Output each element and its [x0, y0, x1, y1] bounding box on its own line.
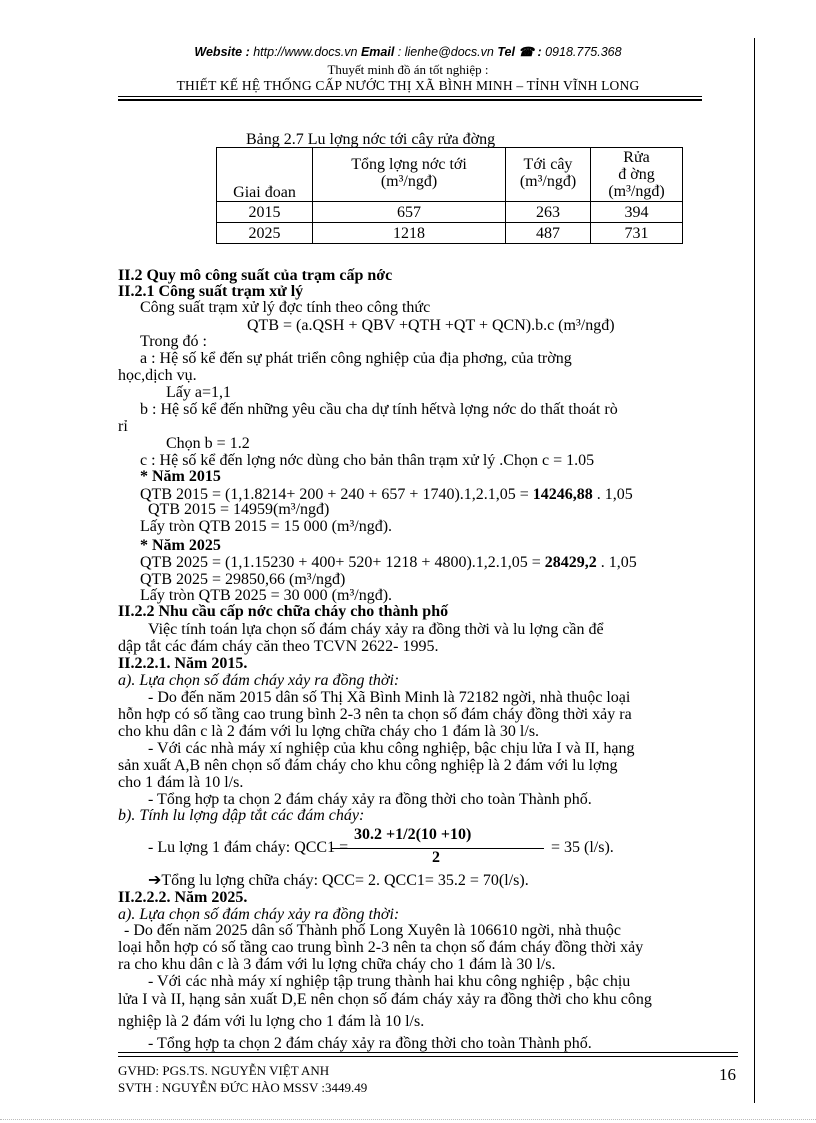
table-cell: 394: [591, 202, 683, 223]
text-line: dập tắt các đám cháy căn theo TCVN 2622- 1995.: [118, 638, 439, 655]
equation: QTB 2025 = 29850,66 (m³/ngđ): [140, 571, 346, 588]
section-heading: II.2.2.2. Năm 2025.: [118, 889, 248, 906]
text-line: Trong đó :: [140, 333, 207, 350]
website-url[interactable]: http://www.docs.vn: [253, 45, 358, 59]
text-line: - Tổng hợp ta chọn 2 đám cháy xảy ra đồng thời cho toàn Thành phố.: [148, 1035, 592, 1052]
text-line: cho 1 đám là 10 l/s.: [118, 774, 244, 791]
equation: Lấy tròn QTB 2025 = 30 000 (m³/ngđ).: [140, 587, 393, 604]
col-header-total: Tổng lợng nớc tới (m³/ngđ): [313, 148, 506, 202]
footer-student: SVTH : NGUYỄN ĐỨC HÀO MSSV :3449.49: [118, 1080, 368, 1095]
table-cell: 263: [506, 202, 591, 223]
col-header-period: Giai đoan: [217, 148, 313, 202]
subheading: a). Lựa chọn số đám cháy xảy ra đồng thời:: [118, 906, 400, 923]
table-row: [217, 202, 683, 223]
email-value[interactable]: : lienhe@docs.vn: [397, 45, 494, 59]
tel-value: 0918.775.368: [545, 45, 622, 59]
fraction-numerator: 30.2 +1/2(10 +10): [354, 826, 472, 843]
equation: QTB 2015 = (1,1.8214+ 200 + 240 + 657 + 1740).1,2.1,05 = 14246,88 . 1,05: [140, 486, 633, 503]
website-bar: [0, 44, 816, 59]
footer-advisor: GVHD: PGS.TS. NGUYỄN VIỆT ANH: [118, 1063, 330, 1078]
text-line: - Do đến năm 2025 dân số Thành phố Long Xuyên là 106610 ngời, nhà thuộc: [124, 922, 621, 939]
arrow-icon: ➔: [148, 872, 162, 889]
subheading: a). Lựa chọn số đám cháy xảy ra đồng thời:: [118, 672, 400, 689]
page-border: [754, 38, 755, 1103]
table-header-row: [217, 148, 683, 202]
text-line: Việc tính toán lựa chọn số đám cháy xảy ra đồng thời và lu lợng cần để: [148, 621, 604, 638]
formula-capacity: QTB = (a.QSH + QBV +QTH +QT + QCN).b.c (m³/ngđ): [247, 317, 615, 334]
header-line1: Thuyết minh đồ án tốt nghiệp :: [327, 62, 489, 77]
text-line: loại hỗn hợp có số tầng cao trung bình 2-3 nên ta chọn số đám cháy đồng thời xảy: [118, 939, 644, 956]
flow-formula-label: - Lu lợng 1 đám cháy: QCC1 =: [148, 839, 349, 856]
flow-result: = 35 (l/s).: [551, 839, 614, 856]
text-line: nghiệp là 2 đám với lu lợng cho 1 đám là 10 l/s.: [118, 1013, 425, 1030]
equation: QTB 2025 = (1,1.15230 + 400+ 520+ 1218 + 4800).1,2.1,05 = 28429,2 . 1,05: [140, 554, 637, 571]
section-heading: II.2 Quy mô công suất của trạm cấp nớc: [118, 267, 393, 284]
page-edge: [0, 1119, 816, 1120]
table-cell: 731: [591, 223, 683, 244]
subheading: b). Tính lu lợng dập tắt các đám cháy:: [118, 807, 365, 824]
tel-label: Tel ☎ :: [497, 45, 542, 59]
text-line: sản xuất A,B nên chọn số đám cháy cho khu công nghiệp là 2 đám với lu lợng: [118, 757, 618, 774]
text-line: lửa I và II, hạng sản xuất D,E nên chọn số đám cháy xảy ra đồng thời cho khu công: [118, 991, 652, 1008]
fraction-denominator: 2: [432, 849, 440, 866]
text-line: - Với các nhà máy xí nghiệp của khu công nghiệp, bậc chịu lửa I và II, hạng: [148, 740, 635, 757]
text-line: - Do đến năm 2015 dân số Thị Xã Bình Minh là 72182 ngời, nhà thuộc loại: [148, 689, 631, 706]
table-cell: 2025: [217, 223, 313, 244]
water-table: [216, 147, 683, 244]
col-header-trees: Tới cây (m³/ngđ): [506, 148, 591, 202]
year-heading: * Năm 2015: [140, 468, 221, 485]
header-rule: [118, 96, 702, 97]
table-row: [217, 223, 683, 244]
footer-rule: [118, 1052, 738, 1053]
footer-rule-thin: [118, 1056, 738, 1057]
table-caption: Bảng 2.7 Lu lợng nớc tới cây rửa đờng: [246, 131, 496, 148]
year-heading: * Năm 2025: [140, 537, 221, 554]
text-line: - Với các nhà máy xí nghiệp tập trung thành hai khu công nghiệp , bậc chịu: [148, 973, 631, 990]
text-line: - Tổng hợp ta chọn 2 đám cháy xảy ra đồng thời cho toàn Thành phố.: [148, 791, 592, 808]
text-line: hỗn hợp có số tầng cao trung bình 2-3 nên ta chọn số đám cháy đồng thời xảy ra: [118, 706, 632, 723]
text-line: Chọn b = 1.2: [166, 435, 250, 452]
col-header-street: Rửa đ ờng (m³/ngđ): [591, 148, 683, 202]
text-line: ra cho khu dân c là 3 đám với lu lợng chữa cháy cho 1 đám là 30 l/s.: [118, 956, 556, 973]
text-line: học,dịch vụ.: [118, 367, 197, 384]
text-line: a : Hệ số kể đến sự phát triển công nghiệp của địa phơng, của trờng: [140, 350, 572, 367]
text-line: b : Hệ số kể đến những yêu cầu cha dự tính hếtvà lợng nớc do thất thoát rò: [140, 401, 618, 418]
email-label: Email: [360, 45, 395, 59]
text-line: cho khu dân c là 2 đám với lu lợng chữa cháy cho 1 đám là 30 l/s.: [118, 723, 540, 740]
equation: QTB 2015 = 14959(m³/ngđ): [148, 501, 330, 518]
website-label: Website :: [194, 45, 250, 59]
section-heading: II.2.2.1. Năm 2015.: [118, 655, 248, 672]
header-title: THIẾT KẾ HỆ THỐNG CẤP NƯỚC THỊ XÃ BÌNH MINH – TỈNH VĨNH LONG: [176, 78, 640, 93]
table-cell: 1218: [313, 223, 506, 244]
text-line: Lấy a=1,1: [166, 384, 231, 401]
page-number: 16: [719, 1065, 736, 1084]
equation: Lấy tròn QTB 2015 = 15 000 (m³/ngđ).: [140, 518, 393, 535]
total-flow: ➔Tổng lu lợng chữa cháy: QCC= 2. QCC1= 35.2 = 70(l/s).: [148, 872, 529, 889]
text-line: c : Hệ số kể đến lợng nớc dùng cho bản thân trạm xử lý .Chọn c = 1.05: [140, 452, 595, 469]
text-line: rỉ: [118, 418, 128, 435]
section-heading: II.2.1 Công suất trạm xử lý: [118, 283, 304, 300]
table-cell: 487: [506, 223, 591, 244]
header-rule-thick: [118, 99, 702, 101]
table-cell: 2015: [217, 202, 313, 223]
table-cell: 657: [313, 202, 506, 223]
section-heading: II.2.2 Nhu cầu cấp nớc chữa cháy cho thành phố: [118, 603, 449, 620]
text-line: Công suất trạm xử lý đợc tính theo công thức: [140, 299, 431, 316]
